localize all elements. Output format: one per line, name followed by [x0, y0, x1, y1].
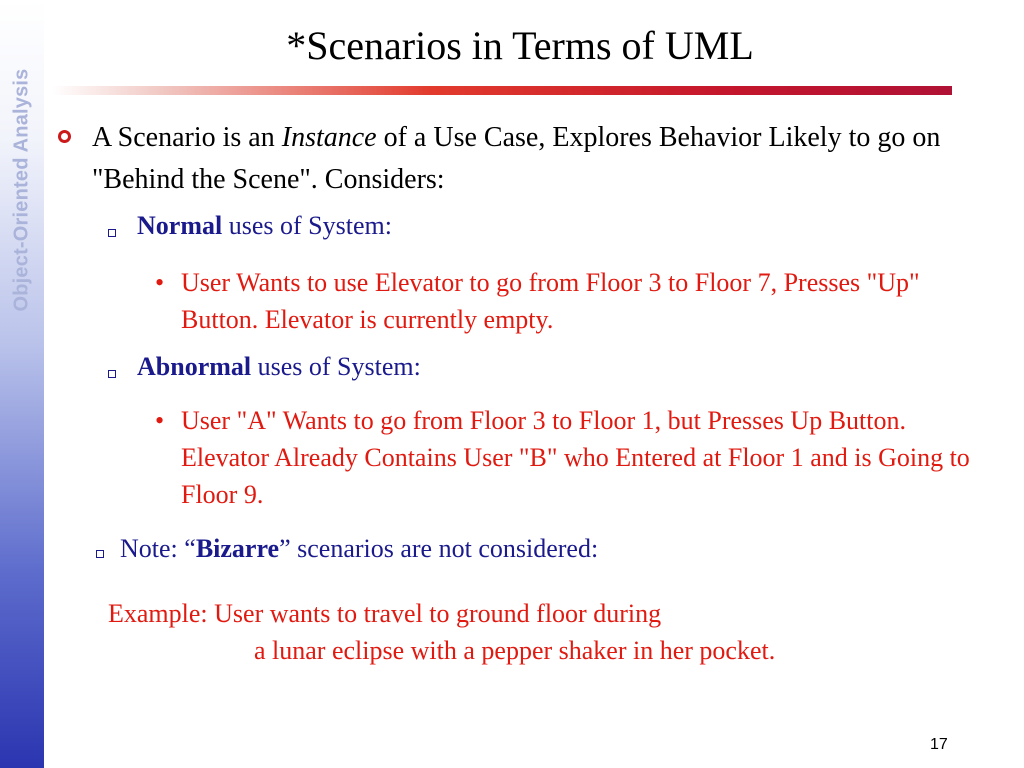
bizarre-note: Note: “Bizarre” scenarios are not considered:: [120, 534, 599, 563]
ring-bullet-icon: [58, 130, 71, 143]
dot-bullet-icon: •: [155, 268, 165, 297]
dot-bullet-icon: •: [155, 406, 165, 435]
title-underline: [52, 86, 952, 95]
normal-uses-heading: Normal uses of System:: [137, 211, 392, 240]
square-bullet-icon: [108, 229, 116, 237]
slide-title: *Scenarios in Terms of UML: [286, 23, 754, 68]
square-bullet-icon: [108, 370, 116, 378]
sidebar-band: [0, 0, 44, 768]
sidebar-label: Object-Oriented Analysis: [10, 68, 33, 312]
main-bullet-text: A Scenario is an Instance of a Use Case, Explores Behavior Likely to go on "Behind the Scene". Considers:: [92, 122, 941, 195]
example-line-1: Example: User wants to travel to ground floor during: [108, 599, 662, 628]
abnormal-uses-heading: Abnormal uses of System:: [137, 352, 421, 381]
example-line-2: a lunar eclipse with a pepper shaker in her pocket.: [254, 636, 776, 665]
instance-emphasis: Instance: [281, 122, 377, 153]
square-bullet-icon: [96, 550, 104, 558]
page-number: 17: [930, 736, 948, 753]
example-text: [108, 595, 775, 669]
